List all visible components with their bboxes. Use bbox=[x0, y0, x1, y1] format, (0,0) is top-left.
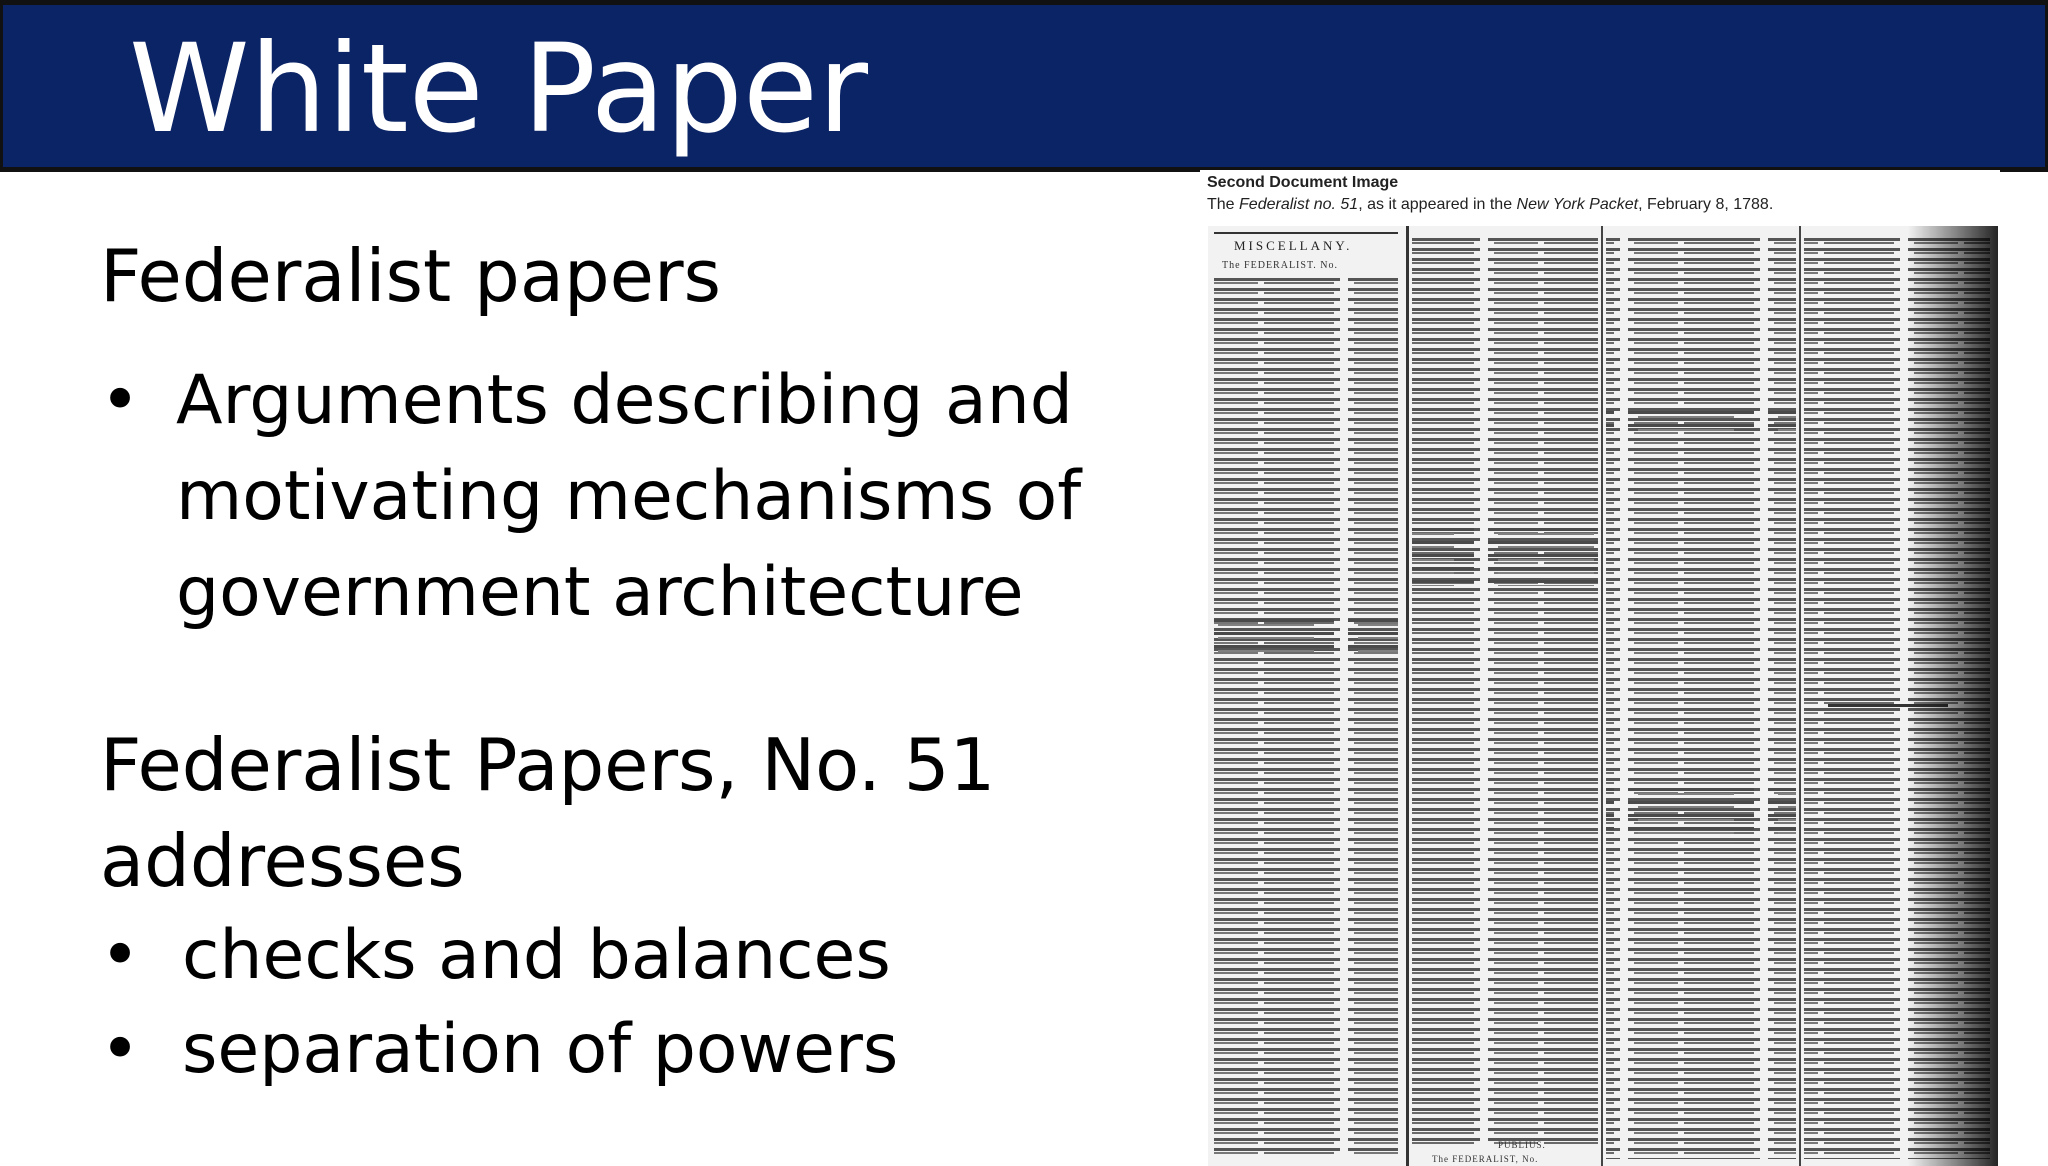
bullet-text: Arguments describing and motivating mechanisms of government architecture bbox=[176, 361, 1082, 632]
bullet-item bbox=[100, 353, 1180, 643]
newspaper-footer-header: The FEDERALIST, No. bbox=[1432, 1154, 1539, 1164]
newspaper-scan bbox=[1208, 226, 1998, 1166]
section-heading-no-51: Federalist Papers, No. 51 addresses bbox=[100, 723, 996, 903]
newspaper-document-image bbox=[1200, 170, 2000, 1164]
slide-title: White Paper bbox=[129, 18, 869, 160]
newspaper-masthead: MISCELLANY. bbox=[1234, 238, 1353, 253]
bullet-item bbox=[100, 908, 1180, 1004]
bullet-text: checks and balances bbox=[182, 916, 891, 995]
newspaper-column-header: The FEDERALIST. No. bbox=[1222, 260, 1339, 271]
bullet-dot-icon: • bbox=[100, 1010, 141, 1089]
bullet-dot-icon: • bbox=[100, 361, 141, 440]
bullet-dot-icon: • bbox=[100, 916, 141, 995]
caption-line: The Federalist no. 51, as it appeared in the New York Packet, February 8, 1788. bbox=[1207, 196, 1774, 213]
caption-title: Second Document Image bbox=[1207, 174, 1399, 191]
document-caption bbox=[1207, 172, 1773, 216]
newspaper-signature: PUBLIUS. bbox=[1498, 1140, 1546, 1150]
bullet-item bbox=[100, 1002, 1180, 1098]
bullet-text: separation of powers bbox=[182, 1010, 899, 1089]
text-column bbox=[100, 0, 1180, 1152]
section-heading-federalist-papers: Federalist papers bbox=[100, 234, 722, 318]
